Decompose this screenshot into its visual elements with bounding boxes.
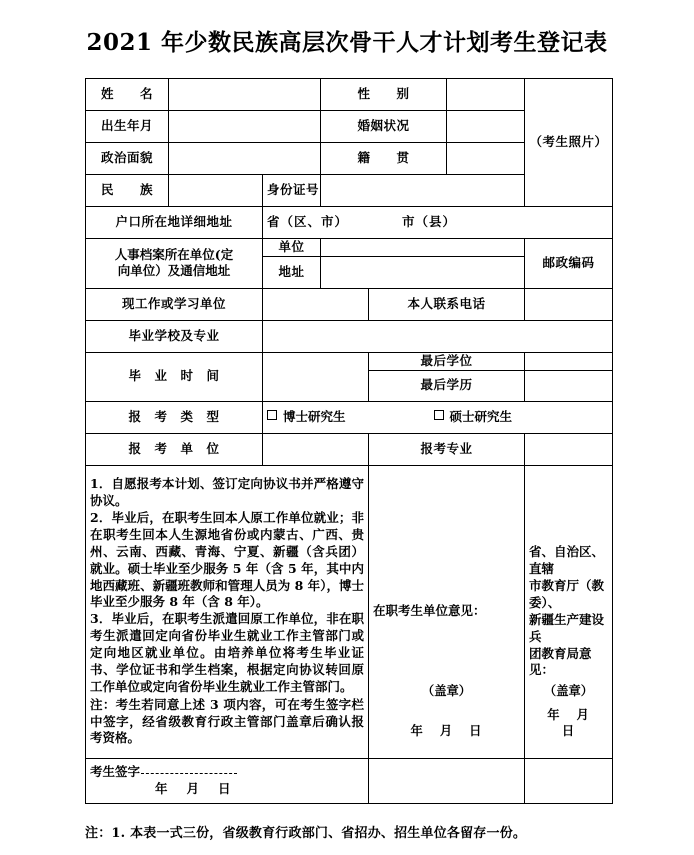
footnote-prefix: 注： bbox=[85, 826, 112, 841]
footnote bbox=[85, 822, 526, 841]
label-final-degree: 最后学位 bbox=[369, 352, 525, 370]
agreement-item-2: 2．毕业后，在职考生回本人原工作单位就业；非在职考生回本人生源地省份或内蒙古、广西、贵州、云南、西藏、青海、宁夏、新疆（含兵团）就业。硕士毕业至少服务 5 年（含 5 年，其中内地西藏班、新疆班教师和管理人员为 8 年），博士毕业至少服务 8 年（含 8 年）。 bbox=[90, 510, 364, 610]
checkbox-master[interactable] bbox=[434, 409, 513, 426]
label-household-address: 户口所在地详细地址 bbox=[86, 207, 263, 239]
education-dept-title-line3: 新疆生产建设兵 bbox=[529, 611, 605, 644]
label-current-unit: 现工作或学习单位 bbox=[86, 288, 263, 320]
candidate-signature-label: 考生签字 bbox=[90, 763, 141, 779]
employer-opinion-cell[interactable] bbox=[369, 465, 525, 758]
value-ethnicity[interactable] bbox=[169, 175, 263, 207]
label-personnel-file bbox=[86, 239, 263, 289]
education-dept-date-year: 年 bbox=[547, 706, 561, 722]
value-apply-unit[interactable] bbox=[263, 433, 369, 465]
apply-type-options bbox=[263, 401, 613, 433]
table-row-apply-type bbox=[86, 401, 613, 433]
education-dept-date-month: 月 bbox=[576, 706, 590, 722]
table-row-final-degree bbox=[86, 352, 613, 370]
value-current-unit[interactable] bbox=[263, 288, 369, 320]
label-native-place: 籍 贯 bbox=[321, 143, 447, 175]
education-dept-title-line1: 省、自治区、直辖 bbox=[529, 544, 605, 577]
value-native-place[interactable] bbox=[447, 143, 525, 175]
label-id-number: 身份证号 bbox=[263, 175, 321, 207]
value-phone[interactable] bbox=[525, 288, 613, 320]
label-mailing-address: 地址 bbox=[263, 256, 321, 288]
table-row-current-unit bbox=[86, 288, 613, 320]
value-apply-major[interactable] bbox=[525, 433, 613, 465]
label-unit: 单位 bbox=[263, 239, 321, 257]
registration-form-table bbox=[85, 78, 613, 804]
label-personnel-file-line2: 向单位）及通信地址 bbox=[117, 263, 231, 279]
checkbox-label-master: 硕士研究生 bbox=[449, 408, 513, 424]
label-political-status: 政治面貌 bbox=[86, 143, 169, 175]
employer-opinion-title: 在职考生单位意见： bbox=[373, 603, 486, 619]
value-mailing-address[interactable] bbox=[321, 256, 525, 288]
table-row-graduate-school bbox=[86, 320, 613, 352]
employer-date-day: 日 bbox=[469, 723, 483, 739]
checkbox-label-doctor: 博士研究生 bbox=[283, 408, 346, 424]
value-marital-status[interactable] bbox=[447, 111, 525, 143]
signature-date-year: 年 bbox=[155, 780, 169, 796]
signature-date-line bbox=[146, 781, 241, 798]
footnote-text: 1. 本表一式三份，省级教育行政部门、省招办、招生单位各留存一份。 bbox=[111, 826, 527, 841]
page-title: 2021 年少数民族高层次骨干人才计划考生登记表 bbox=[86, 29, 608, 56]
employer-seal-label: （盖章） bbox=[421, 683, 472, 699]
photo-placeholder: （考生照片） bbox=[525, 79, 613, 207]
value-political-status[interactable] bbox=[169, 143, 321, 175]
household-province-hint: 省（区、市） bbox=[267, 214, 349, 230]
value-id-number[interactable] bbox=[321, 175, 525, 207]
agreement-item-3: 3．毕业后，在职考生派遣回原工作单位，非在职考生派遣回定向省份毕业生就业工作主管部门或定向地区就业单位。由培养单位将考生毕业证书、学位证书和学生档案，根据定向协议转回原工作单位或定向省份毕业生就业工作主管部门。 bbox=[90, 611, 364, 694]
signature-row-education-blank[interactable] bbox=[525, 758, 613, 803]
label-phone: 本人联系电话 bbox=[369, 288, 525, 320]
value-final-education[interactable] bbox=[525, 370, 613, 401]
label-graduation-time: 毕 业 时 间 bbox=[86, 352, 263, 401]
employer-date-month: 月 bbox=[439, 723, 454, 739]
signature-date-month: 月 bbox=[186, 780, 201, 796]
label-graduate-school: 毕业学校及专业 bbox=[86, 320, 263, 352]
label-personnel-file-line1: 人事档案所在单位(定 bbox=[114, 246, 234, 262]
agreement-terms bbox=[86, 465, 369, 758]
checkbox-doctor[interactable] bbox=[267, 409, 346, 426]
table-row-personnel-file-unit bbox=[86, 239, 613, 257]
signature-date-day: 日 bbox=[218, 780, 232, 796]
label-birth-date: 出生年月 bbox=[86, 111, 169, 143]
signature-input-line[interactable] bbox=[141, 773, 237, 774]
household-city-hint: 市（县） bbox=[402, 214, 457, 230]
label-postcode: 邮政编码 bbox=[525, 239, 613, 289]
label-final-education: 最后学历 bbox=[369, 370, 525, 401]
label-name: 姓 名 bbox=[86, 79, 169, 111]
table-row-household-address bbox=[86, 207, 613, 239]
label-apply-major: 报考专业 bbox=[369, 433, 525, 465]
value-gender[interactable] bbox=[447, 79, 525, 111]
education-dept-title-line4: 团教育局意见： bbox=[529, 645, 592, 678]
value-graduation-time[interactable] bbox=[263, 352, 369, 401]
value-birth-date[interactable] bbox=[169, 111, 321, 143]
table-row-signature bbox=[86, 758, 613, 803]
value-final-degree[interactable] bbox=[525, 352, 613, 370]
table-row-name bbox=[86, 79, 613, 111]
education-dept-date-line bbox=[525, 707, 612, 740]
label-apply-unit: 报 考 单 位 bbox=[86, 433, 263, 465]
table-row-agreement-and-opinions bbox=[86, 465, 613, 758]
value-unit[interactable] bbox=[321, 239, 525, 257]
education-dept-seal-label: （盖章） bbox=[543, 683, 594, 699]
agreement-item-1: 1．自愿报考本计划、签订定向协议书并严格遵守协议。 bbox=[90, 476, 364, 509]
value-household-address[interactable] bbox=[263, 207, 613, 239]
employer-date-line bbox=[369, 723, 524, 740]
candidate-signature-cell[interactable] bbox=[86, 758, 369, 803]
education-dept-date-day: 日 bbox=[561, 723, 576, 739]
label-marital-status: 婚姻状况 bbox=[321, 111, 447, 143]
education-dept-title-line2: 市教育厅（教委）、 bbox=[529, 578, 605, 610]
employer-date-year: 年 bbox=[410, 723, 424, 739]
checkbox-icon-doctor[interactable] bbox=[267, 410, 277, 420]
table-row-apply-unit bbox=[86, 433, 613, 465]
label-ethnicity: 民 族 bbox=[86, 175, 169, 207]
value-graduate-school[interactable] bbox=[263, 320, 613, 352]
label-apply-type: 报 考 类 型 bbox=[86, 401, 263, 433]
label-gender: 性 别 bbox=[321, 79, 447, 111]
signature-row-employer-blank[interactable] bbox=[369, 758, 525, 803]
value-name[interactable] bbox=[169, 79, 321, 111]
agreement-note: 注：考生若同意上述 3 项内容，可在考生签字栏中签字，经省级教育行政主管部门盖章后确认报考资格。 bbox=[90, 696, 364, 746]
education-dept-opinion-cell[interactable] bbox=[525, 465, 613, 758]
checkbox-icon-master[interactable] bbox=[434, 410, 444, 420]
